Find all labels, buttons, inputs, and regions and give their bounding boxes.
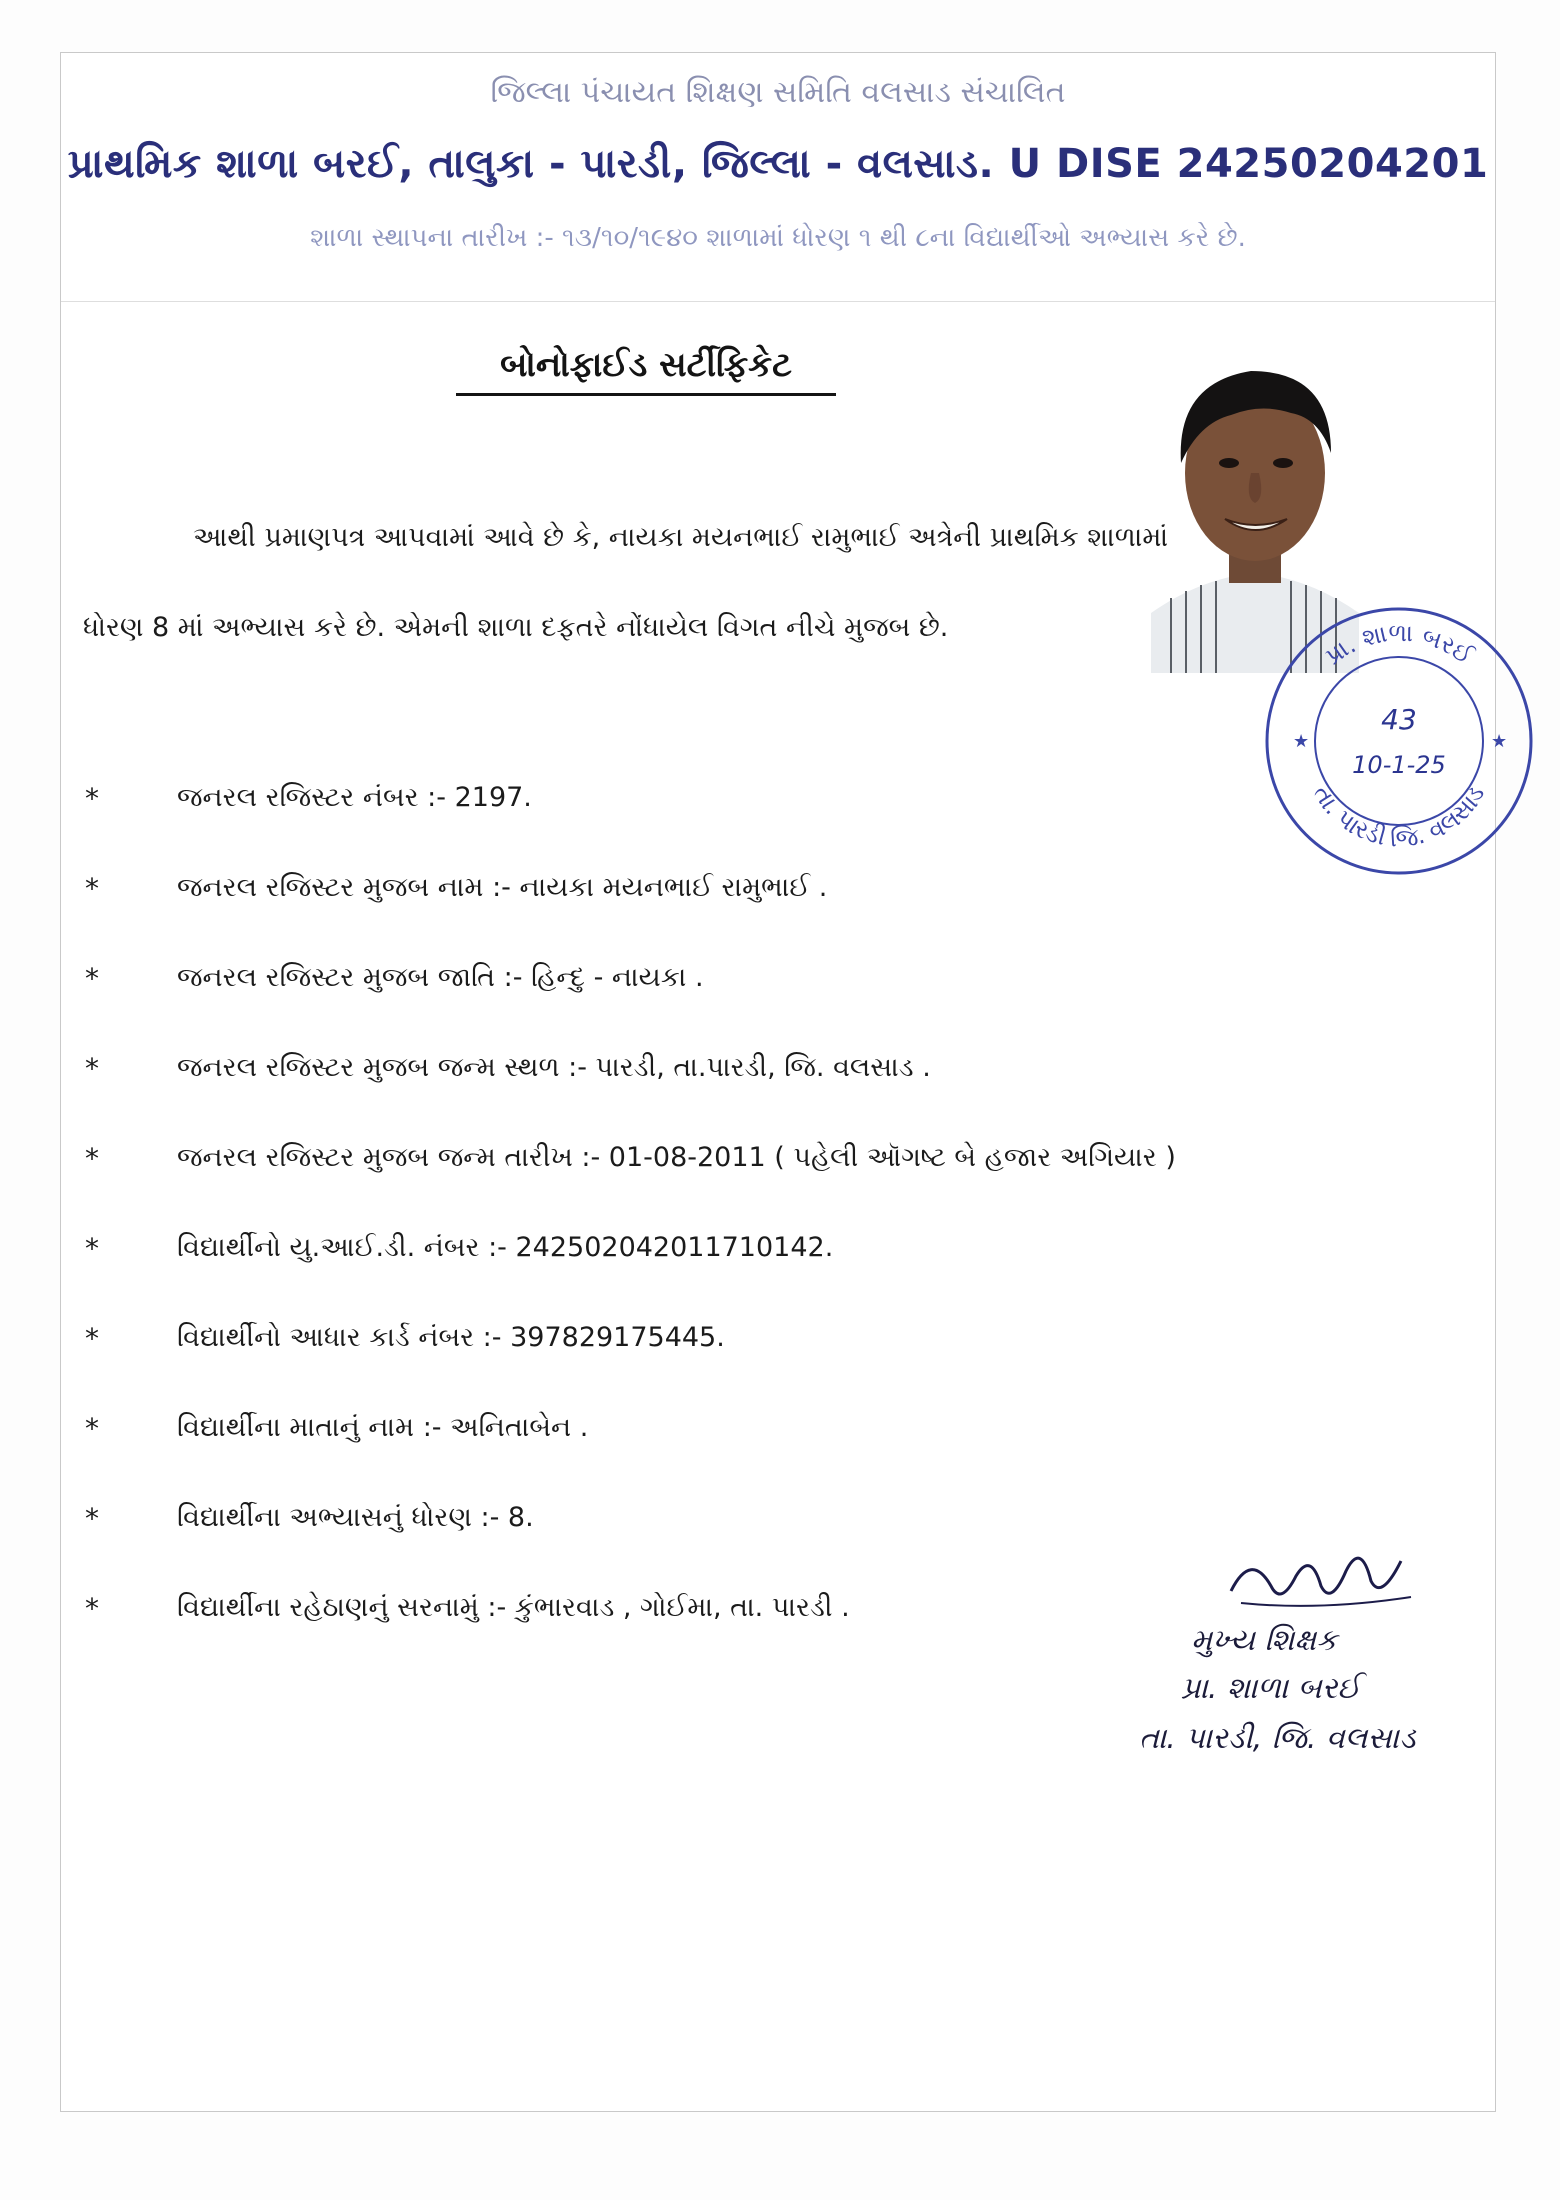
letterhead-line-3: શાળા સ્થાપના તારીખ :- ૧૩/૧૦/૧૯૪૦ શાળામાં ધોરણ ૧ થી ૮ના વિદ્યાર્થીઓ અભ્યાસ કરે છે. xyxy=(310,223,1246,253)
signatory-school: પ્રા. શાળા બરઈ xyxy=(1181,1671,1361,1706)
bullet-star: * xyxy=(85,1051,99,1085)
signature-block xyxy=(1111,1531,1491,1781)
list-item xyxy=(79,843,1379,933)
detail-text: જનરલ રજિસ્ટર મુજબ જન્મ સ્થળ :- પારડી, તા.પારડી, જિ. વલસાડ . xyxy=(177,1052,931,1083)
stamp-star-icon: ★ xyxy=(1491,731,1508,752)
stamp-star-icon: ★ xyxy=(1293,731,1310,752)
bullet-star: * xyxy=(85,871,99,905)
bullet-star: * xyxy=(85,1411,99,1445)
school-name-line: પ્રાથમિક શાળા બરઈ, તાલુકા - પારડી, જિલ્લા - વલસાડ. U DISE 24250204201 xyxy=(67,141,1489,187)
student-details-list xyxy=(79,753,1379,1653)
bullet-star: * xyxy=(85,1231,99,1265)
stamp-date: 10-1-25 xyxy=(1352,751,1446,779)
detail-text: વિદ્યાર્થીનો આધાર કાર્ડ નંબર :- 397829175445. xyxy=(177,1322,725,1353)
detail-text: જનરલ રજિસ્ટર મુજબ જન્મ તારીખ :- 01-08-2011 ( પહેલી ઑગષ્ટ બે હજાર અગિયાર ) xyxy=(177,1142,1176,1173)
list-item xyxy=(79,1383,1379,1473)
detail-text: વિદ્યાર્થીના રહેઠાણનું સરનામું :- કુંભારવાડ , ગોઈમા, તા. પારડી . xyxy=(177,1592,850,1623)
list-item xyxy=(79,1203,1379,1293)
signatory-title: મુખ્ય શિક્ષક xyxy=(1191,1623,1338,1658)
school-stamp xyxy=(1259,601,1539,881)
detail-text: વિદ્યાર્થીનો યુ.આઈ.ડી. નંબર :- 242502042011710142. xyxy=(177,1232,834,1263)
bullet-star: * xyxy=(85,1501,99,1535)
bullet-star: * xyxy=(85,781,99,815)
signatory-place: તા. પારડી, જિ. વલસાડ xyxy=(1139,1721,1416,1756)
letterhead-line-1: જિલ્લા પંચાયત શિક્ષણ સમિતિ વલસાડ સંચાલિત xyxy=(490,75,1066,110)
stamp-number: 43 xyxy=(1381,703,1417,736)
detail-text: વિદ્યાર્થીના માતાનું નામ :- અનિતાબેન . xyxy=(177,1412,589,1443)
certificate-title: બોનોફાઈડ સર્ટીફિકેટ xyxy=(456,345,836,396)
list-item xyxy=(79,933,1379,1023)
stamp-top-text: પ્રા. શાળા બરઈ xyxy=(1320,618,1479,671)
handwritten-signature xyxy=(1221,1531,1421,1621)
certificate-sheet xyxy=(60,52,1508,2112)
list-item xyxy=(79,1023,1379,1113)
svg-text:પ્રા. શાળા બરઈ xyxy=(1320,619,1479,671)
bullet-star: * xyxy=(85,1141,99,1175)
detail-text: વિદ્યાર્થીના અભ્યાસનું ધોરણ :- 8. xyxy=(177,1502,534,1533)
detail-text: જનરલ રજિસ્ટર મુજબ જાતિ :- હિન્દુ - નાયકા . xyxy=(177,962,704,993)
intro-paragraph xyxy=(83,493,1203,673)
list-item xyxy=(79,1113,1379,1203)
bullet-star: * xyxy=(85,1591,99,1625)
stamp-bottom-text: તા. પારડી જિ. વલસાડ xyxy=(1307,780,1491,853)
list-item xyxy=(79,753,1379,843)
detail-text: જનરલ રજિસ્ટર મુજબ નામ :- નાયકા મયનભાઈ રામુભાઈ . xyxy=(177,872,828,903)
detail-text: જનરલ રજિસ્ટર નંબર :- 2197. xyxy=(177,782,532,813)
school-letterhead xyxy=(61,53,1495,302)
bullet-star: * xyxy=(85,1321,99,1355)
list-item xyxy=(79,1293,1379,1383)
bullet-star: * xyxy=(85,961,99,995)
intro-text: આથી પ્રમાણપત્ર આપવામાં આવે છે કે, નાયકા મયનભાઈ રામુભાઈ અત્રેની પ્રાથમિક શાળામાં ધોરણ 8 માં અભ્યાસ કરે છે. એમની શાળા દફતરે નોંધાયેલ વિગત નીચે મુજબ છે. xyxy=(83,522,1169,643)
svg-text:તા. પારડી જિ. વલસાડ xyxy=(1308,780,1491,852)
